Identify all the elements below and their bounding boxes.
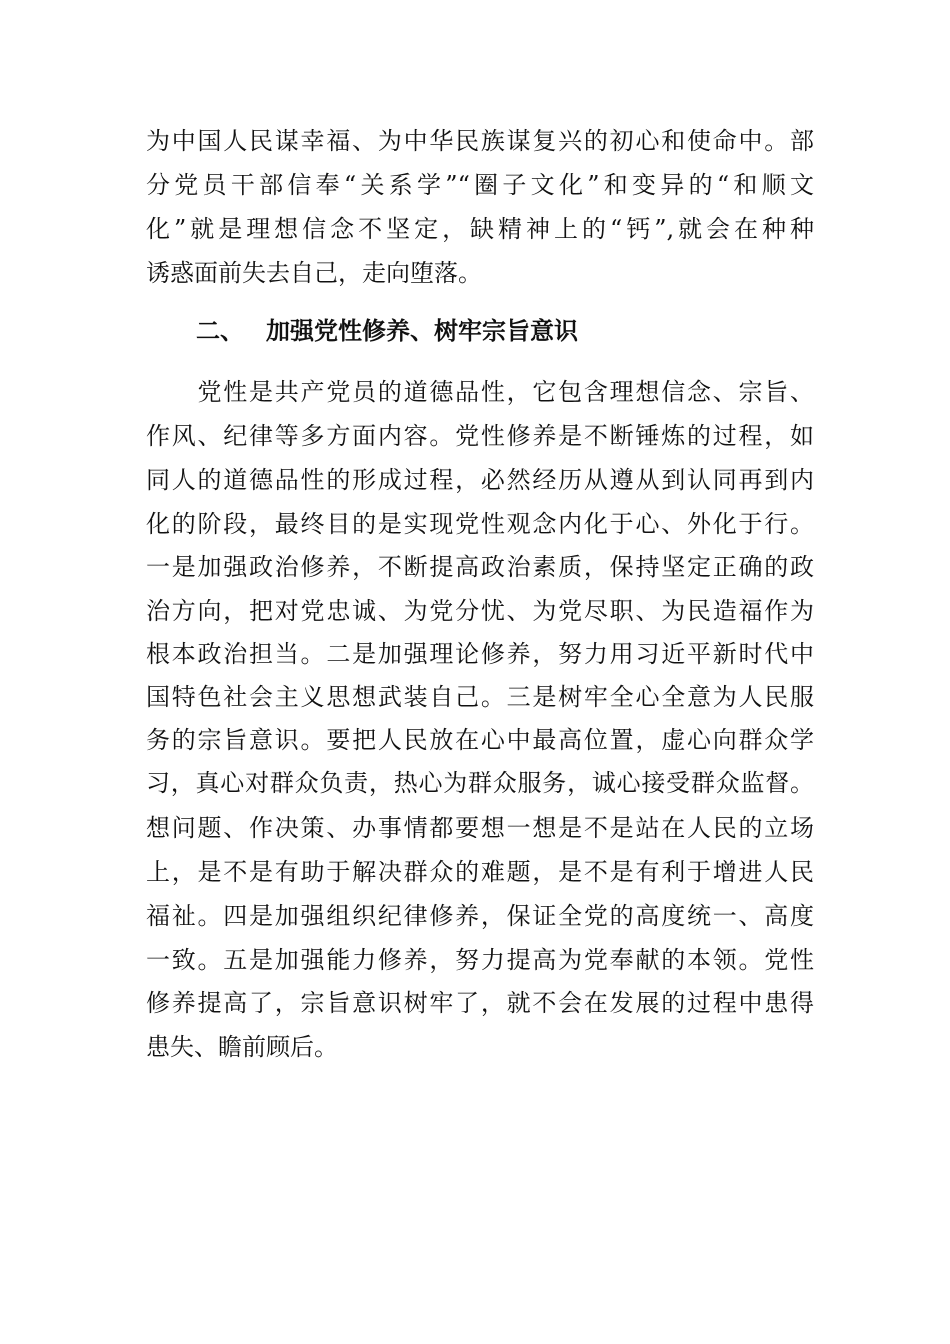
paragraph1-line: 分党员干部信奉“关系学”“圈子文化”和变异的“和顺文	[146, 171, 814, 199]
paragraph2-line: 党性是共产党员的道德品性，它包含理想信念、宗旨、	[146, 378, 814, 406]
paragraph2-line: 同人的道德品性的形成过程，必然经历从遵从到认同再到内	[146, 466, 814, 494]
paragraph1-line: 为中国人民谋幸福、为中华民族谋复兴的初心和使命中。部	[146, 127, 814, 155]
paragraph2-line: 务的宗旨意识。要把人民放在心中最高位置，虚心向群众学	[146, 726, 814, 754]
paragraph2-line: 想问题、作决策、办事情都要想一想是不是站在人民的立场	[146, 814, 814, 842]
paragraph2-line: 修养提高了，宗旨意识树牢了，就不会在发展的过程中患得	[146, 989, 814, 1017]
section-number: 二、	[196, 317, 244, 345]
paragraph2-line: 上，是不是有助于解决群众的难题，是不是有利于增进人民	[146, 858, 814, 886]
paragraph1-line: 化”就是理想信念不坚定，缺精神上的“钙”,就会在种种	[146, 215, 814, 243]
paragraph2-line: 一致。五是加强能力修养，努力提高为党奉献的本领。党性	[146, 946, 814, 974]
section-heading	[196, 313, 578, 349]
section-title: 加强党性修养、树牢宗旨意识	[266, 317, 578, 345]
paragraph2-line: 习，真心对群众负责，热心为群众服务，诚心接受群众监督。	[146, 769, 814, 797]
paragraph2-line: 一是加强政治修养，不断提高政治素质，保持坚定正确的政	[146, 553, 814, 581]
paragraph2-line: 治方向，把对党忠诚、为党分忧、为党尽职、为民造福作为	[146, 597, 814, 625]
paragraph2-line: 国特色社会主义思想武装自己。三是树牢全心全意为人民服	[146, 683, 814, 711]
paragraph1-line: 诱惑面前失去自己，走向堕落。	[146, 259, 482, 287]
paragraph2-line: 患失、瞻前顾后。	[146, 1033, 338, 1061]
paragraph2-line: 根本政治担当。二是加强理论修养，努力用习近平新时代中	[146, 640, 814, 668]
paragraph2-line: 化的阶段，最终目的是实现党性观念内化于心、外化于行。	[146, 510, 814, 538]
paragraph2-line: 福祉。四是加强组织纪律修养，保证全党的高度统一、高度	[146, 902, 814, 930]
paragraph2-line: 作风、纪律等多方面内容。党性修养是不断锤炼的过程，如	[146, 422, 814, 450]
